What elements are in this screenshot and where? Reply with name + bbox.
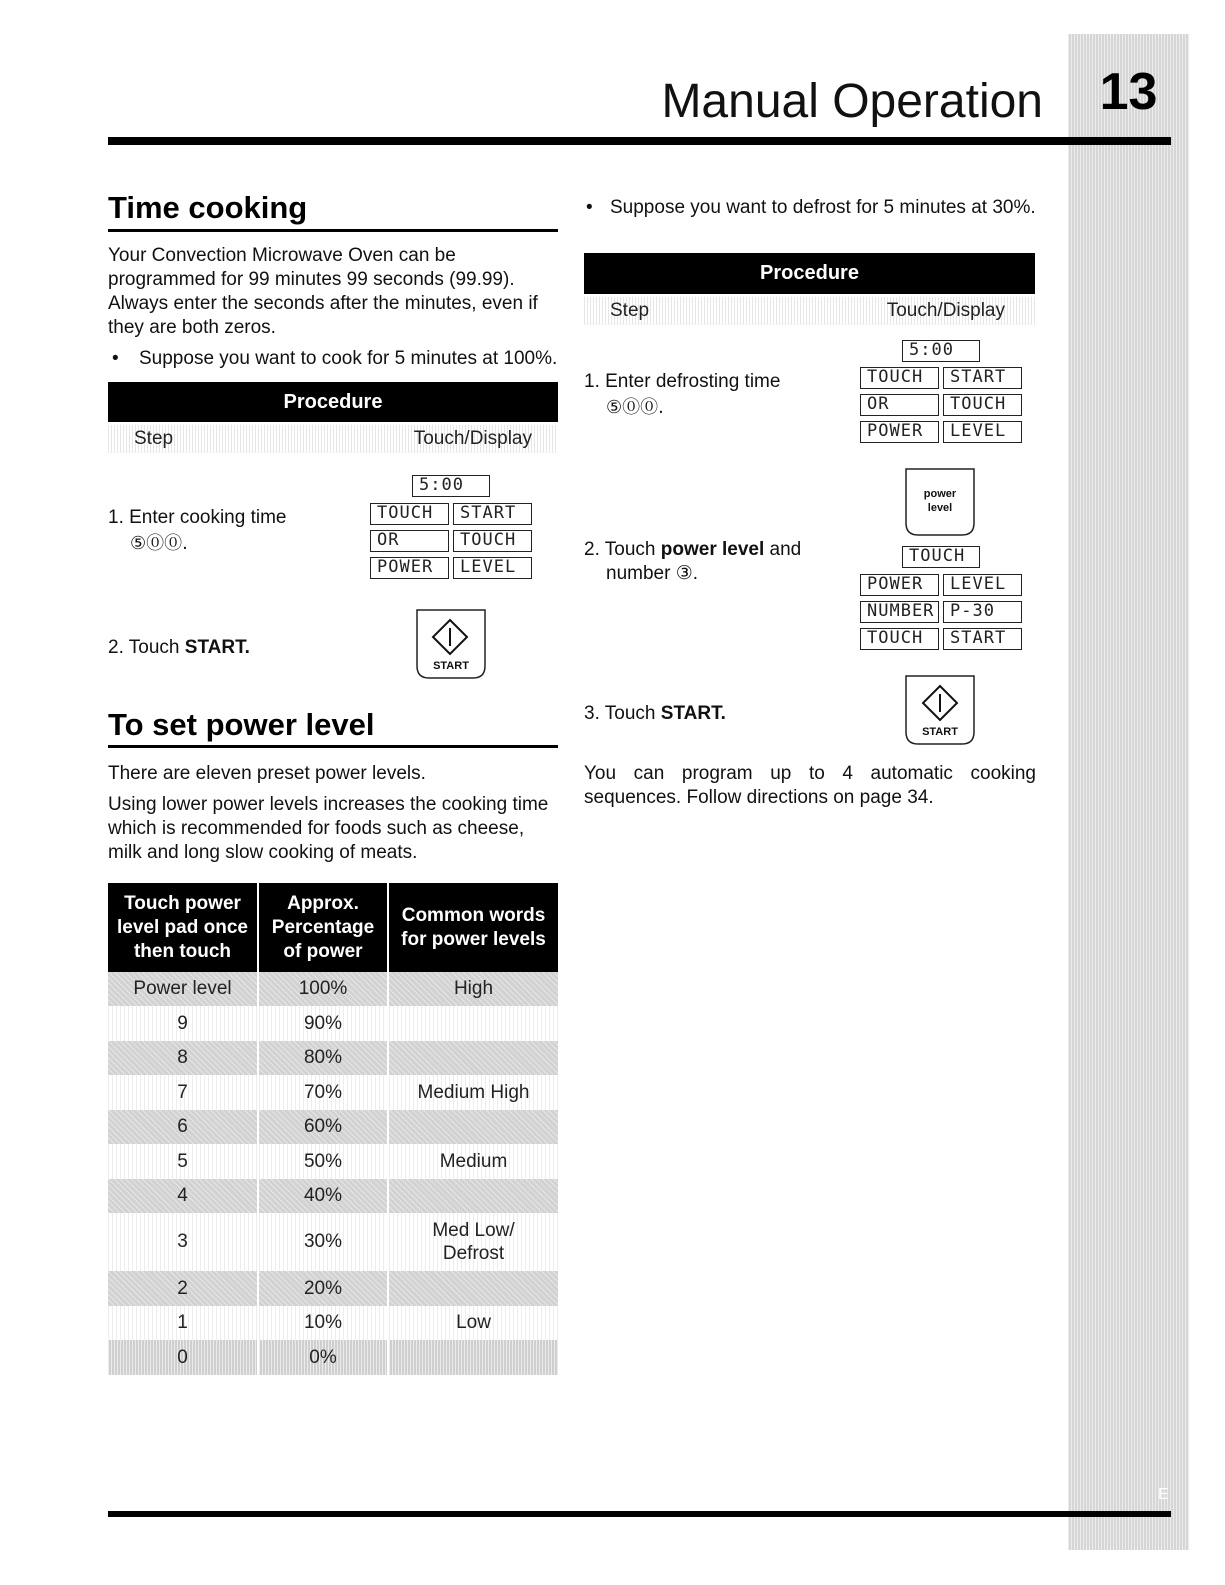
table-row — [108, 1041, 558, 1075]
lcd-time-left: 5:00 — [412, 475, 490, 497]
header-rule — [108, 137, 1171, 145]
lcd-touch-right: TOUCH — [860, 367, 939, 389]
step1-right-keys: ⑤⓪⓪. — [606, 397, 664, 418]
table-cell — [388, 1006, 558, 1041]
defrost-note — [584, 762, 1036, 817]
power-level-intro — [108, 762, 560, 872]
table-cell: Med Low/ Defrost — [388, 1213, 558, 1271]
table-cell: Power level — [108, 972, 258, 1006]
table-row — [108, 1075, 558, 1110]
table-cell — [388, 1271, 558, 1306]
table-cell: 0 — [108, 1340, 258, 1375]
table-cell — [388, 1110, 558, 1144]
procedure-bar-right: Procedure — [584, 253, 1035, 294]
lcd-level-right: LEVEL — [943, 421, 1022, 443]
table-cell: 90% — [258, 1006, 388, 1041]
lcd-start-left: START — [453, 503, 532, 525]
power-key-label-1: power — [923, 488, 957, 500]
step3-right-text — [584, 702, 726, 726]
step2-left-bold: START. — [184, 637, 250, 658]
lcd-or-left: OR — [370, 530, 449, 552]
power-level-para2: Using lower power levels increases the cooking time which is recommended for foods such as cheese, milk and long slow cooking of meats. — [108, 794, 549, 863]
table-cell — [388, 1041, 558, 1075]
table-cell: 8 — [108, 1041, 258, 1075]
table-cell: 10% — [258, 1306, 388, 1340]
table-cell: 3 — [108, 1213, 258, 1271]
lcd-or-right: OR — [860, 394, 939, 416]
lcd-touch2-left: TOUCH — [453, 530, 532, 552]
power-level-para1: There are eleven preset power levels. — [108, 763, 426, 784]
table-cell: 80% — [258, 1041, 388, 1075]
table-cell: 1 — [108, 1306, 258, 1340]
start-key-icon — [902, 672, 978, 747]
table-header-pad: Touch power level pad once then touch — [108, 883, 258, 972]
lcd-start2-right: START — [943, 628, 1022, 650]
lcd-touch4-right: TOUCH — [860, 628, 939, 650]
table-cell: 70% — [258, 1075, 388, 1110]
lcd-power2-right: POWER — [860, 574, 939, 596]
lcd-p30-right: P-30 — [943, 601, 1022, 623]
step2-right-text — [584, 538, 801, 562]
time-cooking-intro-text: Your Convection Microwave Oven can be programmed for 99 minutes 99 seconds (99.99). Always enter the seconds after the minutes, even if they are both zeros. — [108, 245, 538, 338]
table-cell: 5 — [108, 1144, 258, 1179]
start-key-label: START — [433, 660, 469, 672]
lcd-level2-right: LEVEL — [943, 574, 1022, 596]
time-cooking-heading-rule — [108, 229, 558, 232]
step1-right-text: 1. Enter defrosting time — [584, 371, 781, 392]
step2-right-suffix: and — [764, 539, 802, 560]
table-cell: 9 — [108, 1006, 258, 1041]
time-cooking-heading: Time cooking — [108, 190, 308, 225]
table-cell — [388, 1179, 558, 1213]
page-number: 13 — [1099, 63, 1158, 121]
step-header-right — [584, 297, 1035, 325]
power-key-label-2: level — [927, 502, 953, 514]
table-row — [108, 1110, 558, 1144]
step-header-label: Step — [610, 300, 650, 321]
table-header-percentage: Approx. Percentage of power — [258, 883, 388, 972]
table-row — [108, 1144, 558, 1179]
table-cell: Medium High — [388, 1075, 558, 1110]
time-cooking-bullet-text: Suppose you want to cook for 5 minutes at 100%. — [139, 348, 558, 369]
table-cell: Medium — [388, 1144, 558, 1179]
table-cell: 40% — [258, 1179, 388, 1213]
lcd-touch2-right: TOUCH — [943, 394, 1022, 416]
bullet-dot: • — [112, 348, 119, 369]
step3-right-bold: START. — [660, 703, 726, 724]
lcd-time-right: 5:00 — [902, 340, 980, 362]
table-header-words: Common words for power levels — [388, 883, 558, 972]
procedure-bar-left: Procedure — [108, 382, 558, 422]
power-level-heading-rule — [108, 745, 558, 748]
lcd-power-right: POWER — [860, 421, 939, 443]
step1-left-text: 1. Enter cooking time — [108, 507, 287, 528]
table-row — [108, 1213, 558, 1271]
lcd-power-left: POWER — [370, 557, 449, 579]
step2-right-bold: power level — [660, 539, 765, 560]
step2-left-prefix: 2. Touch — [108, 637, 185, 658]
power-level-table — [108, 883, 558, 1375]
side-tab-band — [1068, 34, 1189, 1550]
table-cell: 2 — [108, 1271, 258, 1306]
table-row — [108, 1179, 558, 1213]
table-row — [108, 1306, 558, 1340]
start-key-label: START — [922, 726, 958, 738]
power-level-heading: To set power level — [108, 707, 375, 742]
step-header-label: Step — [134, 428, 174, 449]
step2-right-prefix: 2. Touch — [584, 539, 661, 560]
table-cell: 7 — [108, 1075, 258, 1110]
bullet-dot: • — [586, 197, 593, 218]
table-cell: 6 — [108, 1110, 258, 1144]
step-header-left — [108, 425, 558, 453]
table-row — [108, 1006, 558, 1041]
table-row — [108, 1340, 558, 1375]
display-header-label: Touch/Display — [886, 300, 1005, 321]
defrost-bullet — [586, 196, 1036, 220]
table-cell: Low — [388, 1306, 558, 1340]
step2-left-text — [108, 636, 250, 660]
start-key-icon — [413, 606, 488, 681]
time-cooking-intro — [108, 244, 560, 347]
display-header-label: Touch/Display — [413, 428, 532, 449]
lcd-start-right: START — [943, 367, 1022, 389]
language-edge-letter: E — [1158, 1486, 1169, 1503]
table-cell: 4 — [108, 1179, 258, 1213]
page-title: Manual Operation — [661, 75, 1043, 128]
table-cell: 50% — [258, 1144, 388, 1179]
table-row — [108, 1271, 558, 1306]
table-cell: 20% — [258, 1271, 388, 1306]
footer-rule — [108, 1511, 1171, 1517]
lcd-touch3-right: TOUCH — [902, 546, 980, 568]
step3-right-prefix: 3. Touch — [584, 703, 661, 724]
power-level-key-icon — [902, 465, 978, 540]
defrost-note-text: You can program up to 4 automatic cooking sequences. Follow directions on page 34. — [584, 763, 1036, 808]
table-cell: 60% — [258, 1110, 388, 1144]
table-cell — [388, 1340, 558, 1375]
defrost-bullet-text: Suppose you want to defrost for 5 minutes at 30%. — [610, 197, 1036, 218]
table-cell: High — [388, 972, 558, 1006]
lcd-number-right: NUMBER — [860, 601, 939, 623]
table-cell: 0% — [258, 1340, 388, 1375]
lcd-level-left: LEVEL — [453, 557, 532, 579]
lcd-touch-left: TOUCH — [370, 503, 449, 525]
table-row — [108, 972, 558, 1006]
table-cell: 100% — [258, 972, 388, 1006]
step2-right-line2: number ③. — [606, 563, 699, 584]
table-cell: 30% — [258, 1213, 388, 1271]
step1-left-keys: ⑤⓪⓪. — [130, 533, 188, 554]
